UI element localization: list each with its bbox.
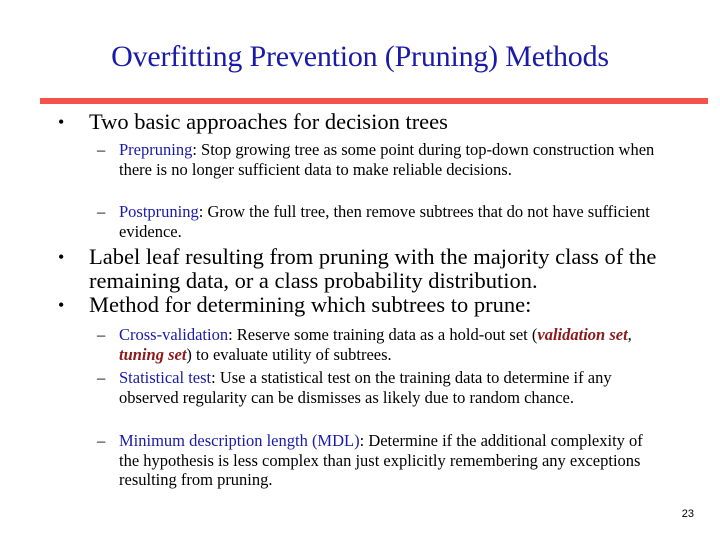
sub-bullet-item (97, 325, 667, 364)
sub-bullet-dash: – (97, 431, 106, 450)
sub-bullet-dash: – (97, 368, 106, 387)
bullet-text: Label leaf resulting from pruning with the majority class of the remaining data, or a class probability distribution. (89, 244, 657, 293)
title-divider (40, 98, 708, 104)
sub-bullet-dash: – (97, 202, 106, 221)
sub-bullet-text (97, 431, 667, 490)
sub-bullet-text (97, 140, 667, 179)
bullet-dot: • (58, 295, 65, 315)
sub-bullet-body: : Stop growing tree as some point during top-down construction when there is no longer sufficient data to make reliable decisions. (119, 140, 655, 179)
bullet-item (58, 110, 698, 134)
term-mdl: Minimum description length (MDL) (119, 431, 360, 450)
bullet-dot: • (58, 247, 65, 267)
term-postpruning: Postpruning (119, 202, 199, 221)
slide-title: Overfitting Prevention (Pruning) Methods (111, 40, 609, 73)
sub-bullet-item (97, 140, 667, 179)
sub-bullet-dash: – (97, 325, 106, 344)
sub-bullet-body: : Use a statistical test on the training data to determine if any observed regularity can be dismisses as likely due to random chance. (119, 368, 612, 407)
term-prepruning: Prepruning (119, 140, 193, 159)
sub-bullet-body: : Reserve some training data as a hold-out set ( (228, 325, 538, 344)
sub-bullet-body: : Determine if the additional complexity of the hypothesis is less complex than just explicitly remembering any exceptions resulting from pruning. (119, 431, 643, 489)
sub-bullet-item (97, 202, 667, 241)
bullet-dot: • (58, 112, 65, 132)
sub-bullet-text (97, 202, 667, 241)
emphasis-tuning-set: tuning set (119, 344, 187, 364)
bullet-text: Two basic approaches for decision trees (89, 109, 448, 134)
term-cross-validation: Cross-validation (119, 325, 229, 344)
sub-bullet-body: : Grow the full tree, then remove subtrees that do not have sufficient evidence. (119, 202, 650, 241)
emphasis-validation-set: validation set (537, 325, 628, 344)
sub-bullet-item (97, 368, 667, 407)
sub-bullet-item (97, 431, 667, 490)
page-number: 23 (681, 508, 694, 520)
sub-bullet-text (97, 368, 667, 407)
sub-bullet-dash: – (97, 140, 106, 159)
bullet-item (58, 293, 698, 317)
bullet-item (58, 245, 698, 293)
emphasis-separator: , (627, 325, 632, 344)
term-statistical-test: Statistical test (119, 368, 212, 387)
bullet-text: Method for determining which subtrees to prune: (89, 292, 532, 317)
sub-bullet-text (97, 325, 667, 364)
sub-bullet-body-end: ) to evaluate utility of subtrees. (186, 344, 392, 364)
